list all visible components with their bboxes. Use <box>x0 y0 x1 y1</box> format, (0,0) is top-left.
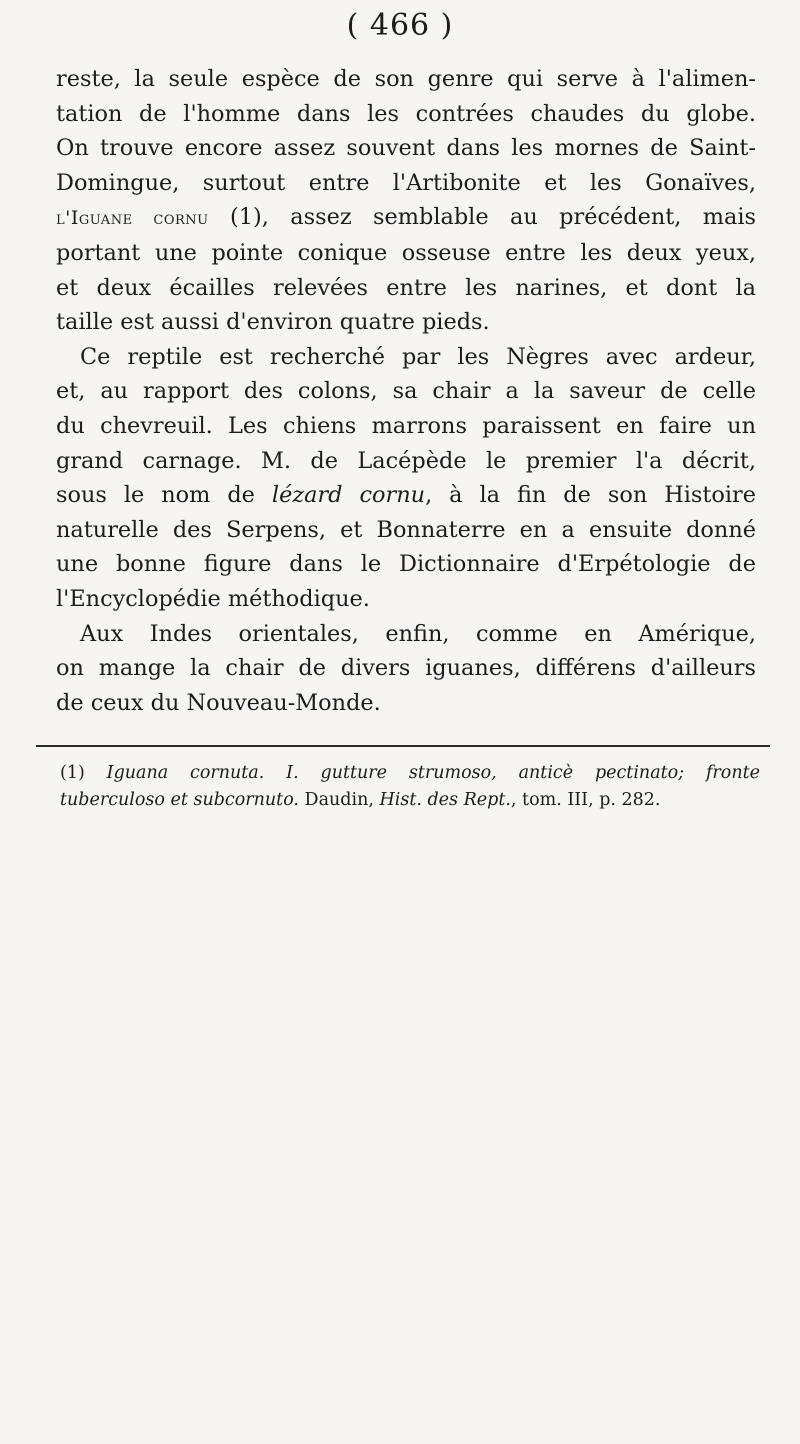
paper-bleed-through <box>40 830 760 1430</box>
text-line: Ce reptile est recherché par les Nègres avec ardeur, <box>80 343 756 370</box>
species-name: l'Iguane cornu <box>56 207 209 230</box>
text-line: grand carnage. M. de Lacépède le premier l'a décrit, <box>56 447 756 474</box>
footnote <box>60 760 760 814</box>
text-line: taille est aussi d'environ quatre pieds. <box>56 309 490 336</box>
text-line: reste, la seule espèce de son genre qui serve à l'alimen- <box>56 66 756 92</box>
text-line: sous le nom de lézard cornu, à la fin de son Histoire <box>56 482 756 509</box>
text-line: On trouve encore assez souvent dans les mornes de Saint- <box>56 135 756 162</box>
text-line: l'Encyclopédie méthodique. <box>56 585 370 612</box>
footnote-line: tuberculoso et subcornuto. Daudin, Hist. des Rept., tom. III, p. 282. <box>60 790 661 810</box>
text-line: du chevreuil. Les chiens marrons paraissent en faire un <box>56 412 756 439</box>
footnote-rule <box>36 745 770 747</box>
text-line: une bonne figure dans le Dictionnaire d'Erpétologie de <box>56 551 756 578</box>
text-line: de ceux du Nouveau-Monde. <box>56 689 381 716</box>
text-line: on mange la chair de divers iguanes, différens d'ailleurs <box>56 655 756 682</box>
footnote-line: (1) Iguana cornuta. I. gutture strumoso, anticè pectinato; fronte <box>60 763 760 783</box>
text-line: Domingue, surtout entre l'Artibonite et les Gonaïves, <box>56 169 756 196</box>
text-line: naturelle des Serpens, et Bonnaterre en a ensuite donné <box>56 516 756 543</box>
text-line: portant une pointe conique osseuse entre les deux yeux, <box>56 239 756 266</box>
page-number: ( 466 ) <box>346 8 454 43</box>
text-line: l'Iguane cornu (1), assez semblable au précédent, mais <box>56 204 756 231</box>
italic-term: lézard cornu <box>271 482 426 509</box>
text-line: Aux Indes orientales, enfin, comme en Amérique, <box>80 620 756 647</box>
text-line: tation de l'homme dans les contrées chaudes du globe. <box>56 100 756 127</box>
text-line: et deux écailles relevées entre les narines, et dont la <box>56 274 756 301</box>
text-line: et, au rapport des colons, sa chair a la saveur de celle <box>56 378 756 405</box>
main-text <box>56 62 756 720</box>
